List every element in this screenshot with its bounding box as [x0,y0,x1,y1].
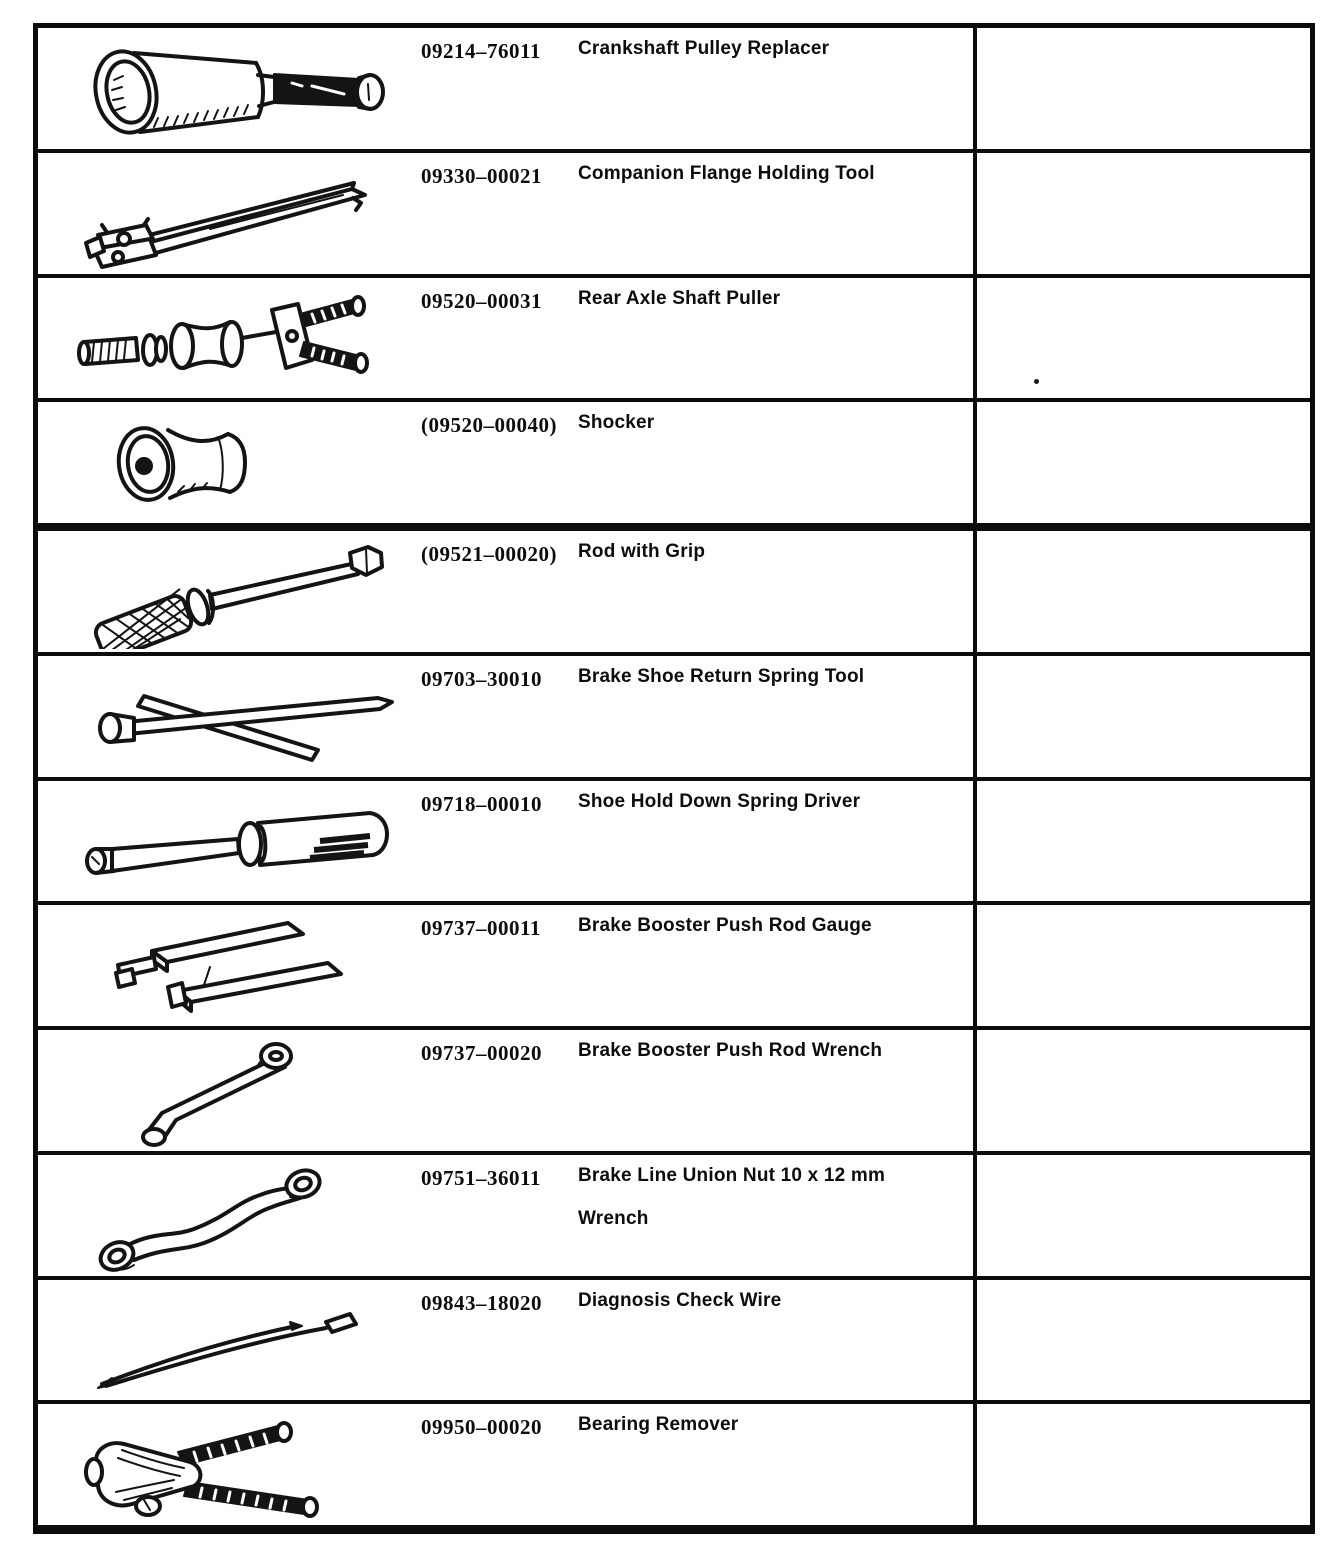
shocker-illustration [60,404,432,520]
tool-name: Brake Booster Push Rod Gauge [578,915,872,937]
tool-name: Crankshaft Pulley Replacer [578,38,830,59]
shoe-hold-down-spring-driver-illustration [60,783,432,899]
table-row [38,531,1310,656]
tool-name: Brake Line Union Nut 10 x 12 mm Wrench [578,1164,886,1230]
tool-name: Companion Flange Holding Tool [578,162,875,184]
tool-name: Diagnosis Check Wire [578,1289,782,1311]
tool-name: Shoe Hold Down Spring Driver [578,790,861,812]
part-number: 09737–00011 [421,916,541,941]
part-number: (09521–00020) [421,542,557,566]
table-row [38,1280,1310,1405]
tool-name: Rod with Grip [578,541,706,562]
part-number: (09520–00040) [421,413,557,438]
brake-booster-push-rod-wrench-illustration [60,1032,432,1148]
column-divider [973,28,977,1529]
table-row [38,1030,1310,1155]
brake-booster-push-rod-gauge-illustration [60,907,432,1023]
part-number: 09520–00031 [421,288,542,313]
companion-flange-holding-tool-illustration [60,155,432,271]
part-number: 09718–00010 [421,791,542,816]
diagnosis-check-wire-illustration [60,1282,432,1398]
table-row [38,278,1310,403]
tool-name: Rear Axle Shaft Puller [578,287,781,309]
part-number: 09214–76011 [421,39,541,63]
table-row [38,781,1310,906]
special-service-tool-table [33,23,1315,1534]
brake-shoe-return-spring-tool-illustration [60,658,432,774]
tool-name: Bearing Remover [578,1414,739,1436]
part-number: 09751–36011 [421,1165,541,1190]
part-number: 09843–18020 [421,1290,542,1315]
table-row [38,28,1310,153]
tool-name: Shocker [578,412,655,434]
table-row [38,153,1310,278]
table-row [38,402,1310,531]
brake-line-union-nut-wrench-illustration [60,1157,432,1273]
scan-artifact-dot [1034,379,1039,384]
rod-with-grip-illustration [60,533,432,649]
tool-name: Brake Booster Push Rod Wrench [578,1040,883,1061]
part-number: 09737–00020 [421,1041,542,1065]
table-row [38,1155,1310,1280]
table-row [38,905,1310,1030]
crankshaft-pulley-replacer-illustration [60,30,432,146]
table-row [38,1404,1310,1529]
part-number: 09330–00021 [421,163,542,188]
tool-name: Brake Shoe Return Spring Tool [578,665,865,687]
part-number: 09703–30010 [421,666,542,691]
part-number: 09950–00020 [421,1415,542,1440]
rear-axle-shaft-puller-illustration [60,280,432,396]
bearing-remover-illustration [60,1406,432,1522]
table-row [38,656,1310,781]
